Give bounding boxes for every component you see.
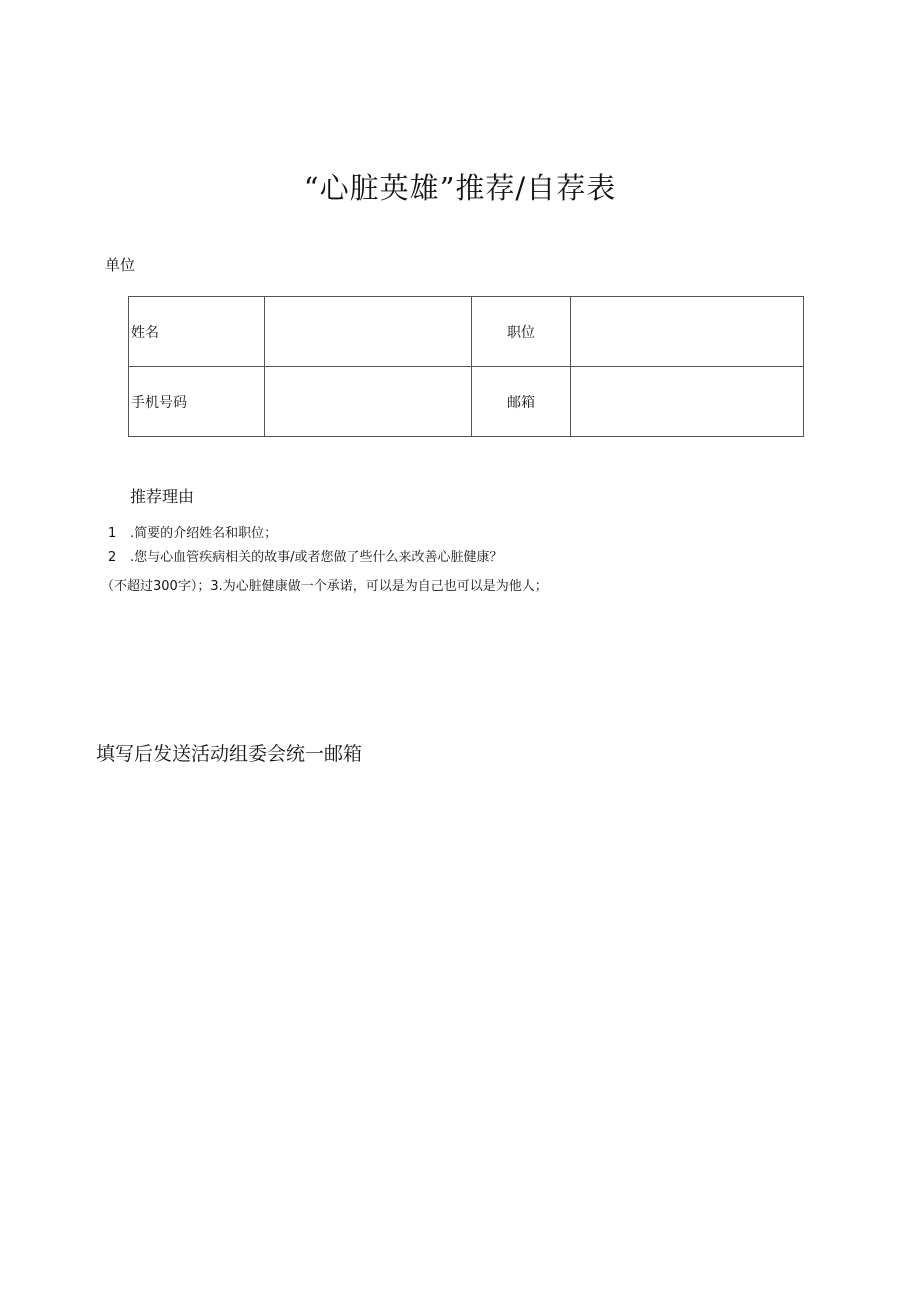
phone-field[interactable] bbox=[265, 367, 472, 437]
footer-note: 填写后发送活动组委会统一邮箱 bbox=[96, 743, 363, 765]
name-label: 姓名 bbox=[129, 297, 265, 367]
reason-number: 1 bbox=[108, 526, 117, 541]
position-label: 职位 bbox=[472, 297, 571, 367]
unit-label: 单位 bbox=[105, 256, 136, 274]
phone-label: 手机号码 bbox=[129, 367, 265, 437]
page-title: “心脏英雄”推荐/自荐表 bbox=[303, 171, 617, 205]
reason-text: .简要的介绍姓名和职位； bbox=[130, 526, 278, 541]
email-field[interactable] bbox=[571, 367, 804, 437]
reason-item: （不超过300字）；3.为心脏健康做一个承诺，可以是为自己也可以是为他人； bbox=[101, 579, 548, 594]
info-table bbox=[128, 296, 804, 437]
name-field[interactable] bbox=[265, 297, 472, 367]
reason-number: 2 bbox=[108, 550, 117, 565]
reason-heading: 推荐理由 bbox=[130, 487, 195, 506]
table-row bbox=[129, 297, 804, 367]
reason-item bbox=[108, 522, 277, 541]
email-label: 邮箱 bbox=[472, 367, 571, 437]
position-field[interactable] bbox=[571, 297, 804, 367]
table-row bbox=[129, 367, 804, 437]
reason-item bbox=[108, 546, 503, 565]
reason-text: .您与心血管疾病相关的故事/或者您做了些什么来改善心脏健康？ bbox=[130, 550, 503, 565]
